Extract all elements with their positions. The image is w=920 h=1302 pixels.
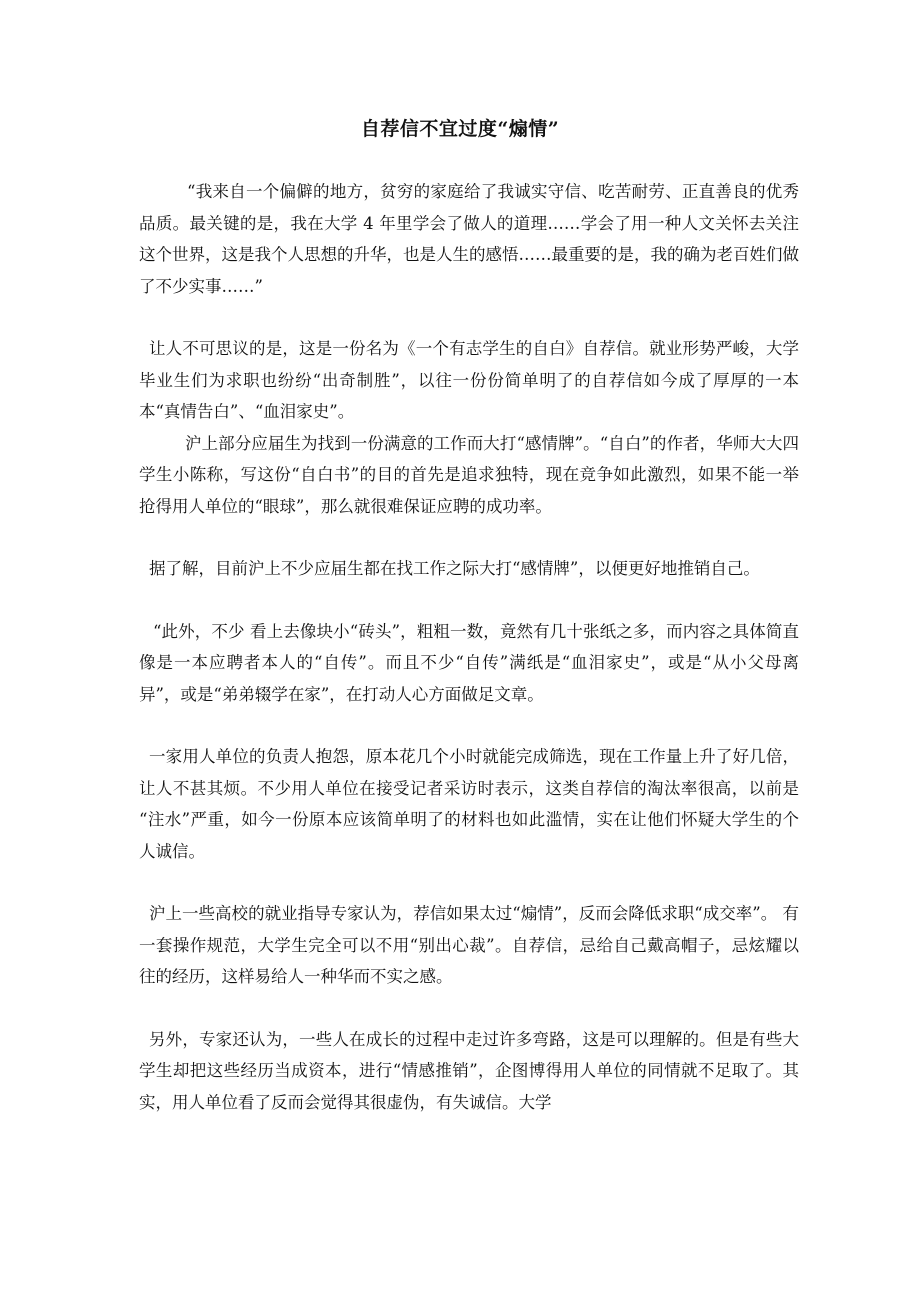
paragraph-2: 让人不可思议的是，这是一份名为《一个有志学生的自白》自荐信。就业形势严峻，大学毕业生们为求职也纷纷“出奇制胜”，以往一份份简单明了的自荐信如今成了厚厚的一本本“真情告白”、“血泪家史”。 [139, 339, 799, 421]
paragraph-4: 据了解，目前沪上不少应届生都在找工作之际大打“感情牌”，以便更好地推销自己。 [149, 559, 760, 578]
document-body [139, 176, 799, 1118]
paragraph-quote: “我来自一个偏僻的地方，贫穷的家庭给了我诚实守信、吃苦耐劳、正直善良的优秀品质。最关键的是，我在大学 4 年里学会了做人的道理……学会了用一种人文关怀去关注这个世界，这是我个人思想的升华，也是人生的感悟……最重要的是，我的确为老百姓们做了不少实事……” [139, 182, 799, 296]
document-title: 自荐信不宜过度“煽情” [360, 118, 560, 140]
paragraph-5: “此外，不少 看上去像块小“砖头”，粗粗一数，竟然有几十张纸之多，而内容之具体简直像是一本应聘者本人的“自传”。而且不少“自传”满纸是“血泪家史”，或是“从小父母离异”，或是“弟弟辍学在家”，在打动人心方面做足文章。 [139, 621, 799, 704]
paragraph-3: 沪上部分应届生为找到一份满意的工作而大打“感情牌”。“自白”的作者，华师大大四学生小陈称，写这份“自白书”的目的首先是追求独特，现在竞争如此激烈，如果不能一举抢得用人单位的“眼球”，那么就很难保证应聘的成功率。 [139, 433, 799, 516]
paragraph-7: 沪上一些高校的就业指导专家认为，荐信如果太过“煽情”，反而会降低求职“成交率”。 有一套操作规范，大学生完全可以不用“别出心裁”。自荐信，忌给自己戴高帽子，忌炫耀以往的经历，这样易给人一种华而不实之感。 [139, 904, 799, 986]
paragraph-8: 另外，专家还认为，一些人在成长的过程中走过许多弯路，这是可以理解的。但是有些大学生却把这些经历当成资本，进行“情感推销”，企图博得用人单位的同情就不足取了。其实，用人单位看了反而会觉得其很虚伪，有失诚信。大学 [139, 1029, 799, 1112]
paragraph-6: 一家用人单位的负责人抱怨，原本花几个小时就能完成筛选，现在工作量上升了好几倍，让人不甚其烦。不少用人单位在接受记者采访时表示，这类自荐信的淘汰率很高，以前是 “注水”严重，如今一份原本应该简单明了的材料也如此滥情，实在让他们怀疑大学生的个人诚信。 [139, 747, 799, 861]
